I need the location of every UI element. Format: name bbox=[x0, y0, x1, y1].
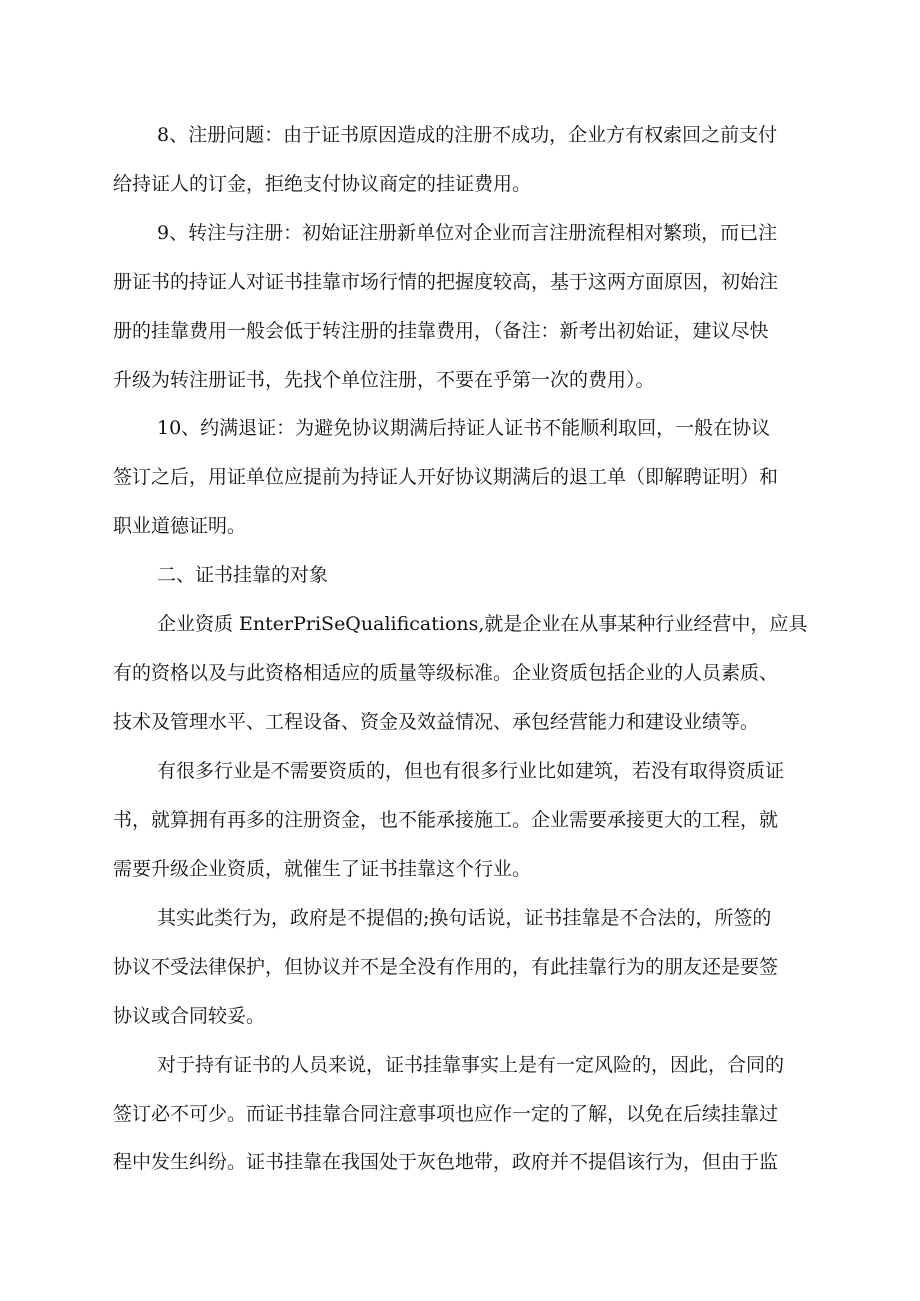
text-line: 9、转注与注册：初始证注册新单位对企业而言注册流程相对繁琐，而已注 bbox=[157, 222, 778, 244]
text-line: 8、注册问题：由于证书原因造成的注册不成功，企业方有权索回之前支付 bbox=[157, 124, 778, 146]
section-heading: 二、证书挂靠的对象 bbox=[157, 564, 329, 586]
text-line: 对于持有证书的人员来说，证书挂靠事实上是有一定风险的，因此，合同的 bbox=[157, 1054, 785, 1076]
text-line: 技术及管理水平、工程设备、资金及效益情况、承包经营能力和建设业绩等。 bbox=[113, 711, 760, 733]
text-line: 册证书的持证人对证书挂靠市场行情的把握度较高，基于这两方面原因，初始注 bbox=[113, 271, 779, 293]
text-line: 给持证人的订金，拒绝支付协议商定的挂证费用。 bbox=[113, 173, 532, 195]
text-line: 有很多行业是不需要资质的，但也有很多行业比如建筑，若没有取得资质证 bbox=[157, 760, 785, 782]
text-line: 书，就算拥有再多的注册资金，也不能承接施工。企业需要承接更大的工程，就 bbox=[113, 809, 779, 831]
text-line: 签订之后，用证单位应提前为持证人开好协议期满后的退工单（即解聘证明）和 bbox=[113, 466, 779, 488]
text-line: 企业资质 EnterPriSeQualifications,就是企业在从事某种行业经营中，应具 bbox=[157, 613, 808, 635]
text-line: 10、约满退证：为避免协议期满后持证人证书不能顺利取回，一般在协议 bbox=[157, 417, 771, 439]
text-line: 需要升级企业资质，就催生了证书挂靠这个行业。 bbox=[113, 858, 532, 880]
text-line: 职业道德证明。 bbox=[113, 515, 247, 537]
text-line: 升级为转注册证书，先找个单位注册，不要在乎第一次的费用）。 bbox=[113, 369, 655, 391]
text-line: 协议或合同较妥。 bbox=[113, 1005, 266, 1027]
text-line: 册的挂靠费用一般会低于转注册的挂靠费用，（备注：新考出初始证，建议尽快 bbox=[113, 320, 769, 342]
text-line: 协议不受法律保护，但协议并不是全没有作用的，有此挂靠行为的朋友还是要签 bbox=[113, 956, 779, 978]
text-line: 其实此类行为，政府是不提倡的;换句话说，证书挂靠是不合法的，所签的 bbox=[157, 907, 772, 929]
text-line: 程中发生纠纷。证书挂靠在我国处于灰色地带，政府并不提倡该行为，但由于监 bbox=[113, 1151, 779, 1173]
text-line: 有的资格以及与此资格相适应的质量等级标准。企业资质包括企业的人员素质、 bbox=[113, 662, 779, 684]
text-line: 签订必不可少。而证书挂靠合同注意事项也应作一定的了解，以免在后续挂靠过 bbox=[113, 1103, 779, 1125]
